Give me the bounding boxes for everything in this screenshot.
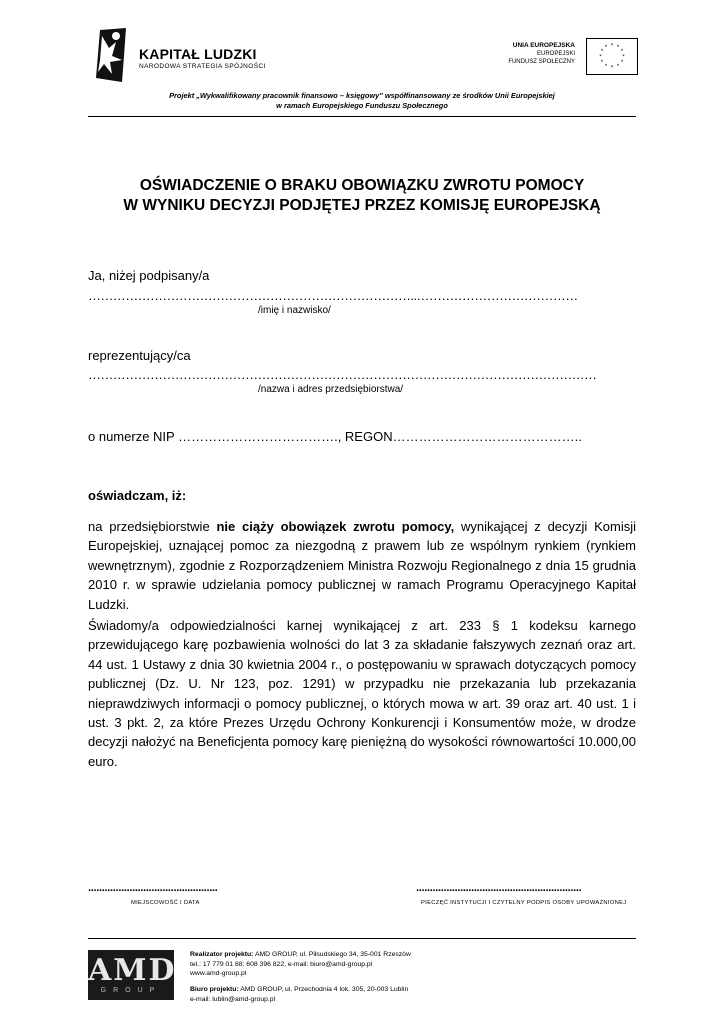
- paragraph-1-pre: na przedsiębiorstwie: [88, 519, 217, 534]
- eu-line-3: FUNDUSZ SPOŁECZNY: [508, 59, 575, 65]
- paragraph-1-post: wynikającej z decyzji Komisji Europejskiej, uznającej pomoc za niezgodną z prawem lub ze wspólnym rynkiem (rynkiem wewnętrznym), zgodnie z Rozporządzeniem Ministra Rozwoju Regionalnego z dnia 15 grudnia 2010 r. w sprawie udzielania pomocy publicznej w ramach Programu Operacyjnego Kapitał Ludzki.: [88, 519, 636, 612]
- project-info: [88, 91, 636, 111]
- svg-text:*: *: [610, 65, 614, 71]
- name-caption: /imię i nazwisko/: [258, 305, 331, 316]
- biuro-label: Biuro projektu:: [190, 986, 239, 993]
- eu-line-2: EUROPEJSKI: [536, 51, 575, 57]
- amd-logo-text: AMD: [88, 953, 177, 988]
- logo-subtitle: NARODOWA STRATEGIA SPÓJNOŚCI: [139, 63, 266, 70]
- amd-group-logo: [88, 950, 177, 1000]
- realizator-info: [190, 950, 411, 979]
- svg-text:*: *: [620, 48, 624, 55]
- biuro-address: AMD GROUP, ul. Przechodnia 4 lok. 305, 20-003 Lublin: [238, 986, 409, 993]
- document-title: [88, 176, 636, 216]
- header-divider: [88, 116, 636, 117]
- realizator-line: [190, 950, 411, 960]
- realizator-address: AMD GROUP, ul. Piłsudskiego 34, 35-001 Rzeszów: [253, 951, 411, 958]
- declaration-heading: oświadczam, iż:: [88, 488, 187, 503]
- company-label: reprezentujący/ca: [88, 348, 191, 363]
- name-label: Ja, niżej podpisany/a: [88, 268, 210, 283]
- svg-text:*: *: [600, 59, 604, 66]
- eu-label: [508, 42, 575, 66]
- paragraph-1-bold: nie ciąży obowiązek zwrotu pomocy,: [216, 519, 455, 534]
- svg-text:*: *: [599, 54, 602, 60]
- biuro-email: e-mail: lublin@amd-group.pl: [190, 995, 276, 1003]
- project-line-2: w ramach Europejskiego Funduszu Społecznego: [276, 101, 448, 110]
- signature-caption: PIECZĘĆ INSTYTUCJI I CZYTELNY PODPIS OSOBY UPOWAŻNIONEJ: [421, 900, 627, 906]
- eu-line-1: UNIA EUROPEJSKA: [512, 42, 575, 49]
- svg-text:*: *: [604, 44, 608, 51]
- svg-text:*: *: [616, 63, 620, 70]
- realizator-contact: tel.: 17 779 01 88; 608 396 822, e-mail: biuro@amd-group.pl: [190, 960, 373, 968]
- company-field: ……………………………………………………………………………………………………………: [88, 367, 597, 382]
- place-date-field: ...............................................: [88, 882, 218, 894]
- paragraph-1: [88, 517, 636, 614]
- svg-text:*: *: [622, 54, 625, 60]
- svg-text:*: *: [610, 43, 614, 49]
- realizator-website: www.amd-group.pl: [190, 970, 247, 978]
- realizator-label: Realizator projektu:: [190, 951, 254, 958]
- project-line-1: Projekt „Wykwalifikowany pracownik finansowo – księgowy" współfinansowany ze środków Unii Europejskiej: [169, 91, 555, 100]
- footer-divider: [88, 938, 636, 939]
- paragraph-2: Świadomy/a odpowiedzialności karnej wynikającej z art. 233 § 1 kodeksu karnego przewidującego karę pozbawienia wolności do lat 3 za składanie fałszywych zeznań oraz art. 44 ust. 1 Ustawy z dnia 30 kwietnia 2004 r., o postępowaniu w sprawach dotyczących pomocy publicznej (Dz. U. Nr 123, poz. 1291) w przypadku nie przekazania lub przekazania nieprawdziwych informacji o pomocy publicznej, o których mowa w art. 39 oraz art. 40 ust. 1 i ust. 3 pkt. 2, za które Prezes Urzędu Ochrony Konkurencji i Konsumentów może, w drodze decyzji nałożyć na Beneficjenta pomocy karę pieniężną do wysokości równowartości 10.000,00 euro.: [88, 618, 636, 769]
- logo-title: KAPITAŁ LUDZKI: [139, 46, 257, 62]
- place-date-caption: MIEJSCOWOŚĆ I DATA: [131, 900, 200, 906]
- name-field: ……………………………………………………………………..…………………………………: [88, 288, 578, 303]
- svg-text:*: *: [604, 63, 608, 70]
- svg-text:*: *: [616, 44, 620, 51]
- eu-flag-icon: [586, 38, 638, 75]
- svg-text:*: *: [600, 48, 604, 55]
- signature-field: ............................................................: [416, 882, 582, 894]
- svg-text:*: *: [620, 59, 624, 66]
- amd-logo-subtext: GROUP: [100, 987, 162, 994]
- title-line-1: OŚWIADCZENIE O BRAKU OBOWIĄZKU ZWROTU POMOCY: [139, 177, 585, 194]
- biuro-info: [190, 985, 408, 1004]
- title-line-2: W WYNIKU DECYZJI PODJĘTEJ PRZEZ KOMISJĘ EUROPEJSKĄ: [123, 197, 601, 214]
- biuro-line: [190, 985, 408, 995]
- company-caption: /nazwa i adres przedsiębiorstwa/: [258, 384, 404, 395]
- nip-regon-line: o numerze NIP ………………………………., REGON……………………………………..: [88, 429, 582, 444]
